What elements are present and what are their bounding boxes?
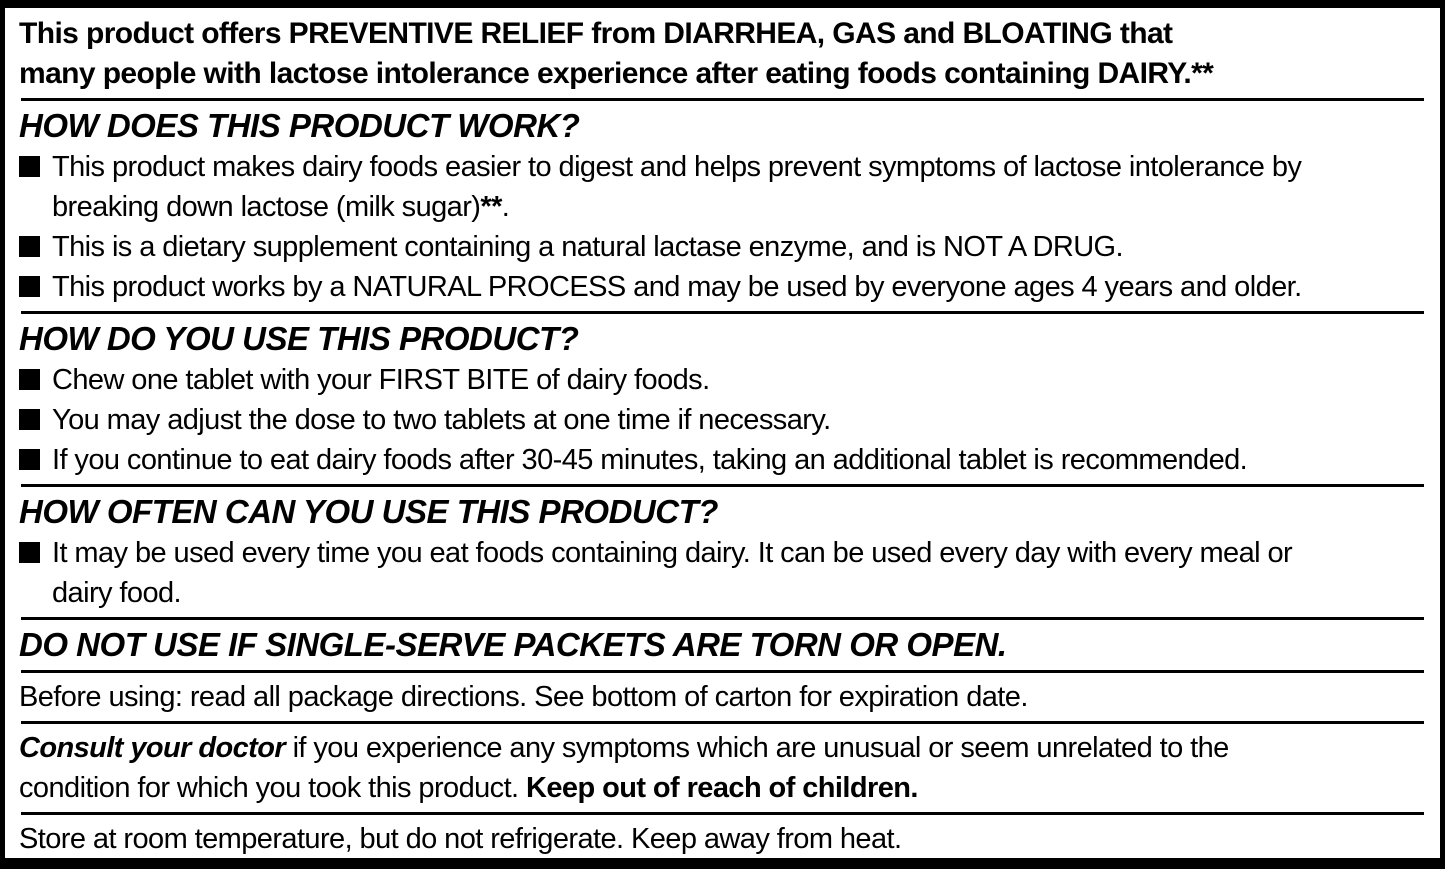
bullet-item — [19, 360, 1426, 400]
bullet-square-icon — [19, 449, 40, 470]
bullet-item — [19, 267, 1426, 307]
section-how-it-works — [19, 105, 1426, 307]
intro-claim — [19, 14, 1426, 94]
section-heading-how-to-use: HOW DO YOU USE THIS PRODUCT? — [19, 320, 579, 357]
bullet-text: If you continue to eat dairy foods after 30-45 minutes, taking an additional tablet is recommended. — [52, 444, 1248, 476]
section-divider — [21, 617, 1424, 620]
bullet-text: It may be used every time you eat foods containing dairy. It can be used every day with every meal or — [52, 537, 1293, 569]
bullet-text: This is a dietary supplement containing a natural lactase enzyme, and is NOT A DRUG. — [52, 231, 1124, 263]
bullet-square-icon — [19, 236, 40, 257]
warning-do-not-use: DO NOT USE IF SINGLE-SERVE PACKETS ARE TORN OR OPEN. — [19, 626, 1007, 663]
section-how-to-use — [19, 318, 1426, 480]
section-divider — [21, 670, 1424, 673]
intro-line-1: This product offers PREVENTIVE RELIEF from DIARRHEA, GAS and BLOATING that — [19, 17, 1173, 50]
bullet-square-icon — [19, 409, 40, 430]
bullet-continuation: dairy food. — [52, 577, 182, 609]
bullet-text: You may adjust the dose to two tablets at one time if necessary. — [52, 404, 831, 436]
consult-line-2 — [19, 768, 1426, 808]
storage-text: Store at room temperature, but do not refrigerate. Keep away from heat. — [19, 823, 902, 855]
keep-out-of-reach-text: Keep out of reach of children. — [526, 772, 918, 804]
section-heading-how-it-works: HOW DOES THIS PRODUCT WORK? — [19, 107, 580, 144]
bullet-square-icon — [19, 276, 40, 297]
section-divider — [21, 812, 1424, 815]
bullet-item — [19, 227, 1426, 267]
section-divider — [21, 311, 1424, 314]
section-how-often — [19, 491, 1426, 613]
before-using-text: Before using: read all package directions. See bottom of carton for expiration date. — [19, 681, 1028, 713]
bullet-item — [19, 440, 1426, 480]
asterisks-footnote: ** — [480, 191, 502, 223]
section-heading-how-often: HOW OFTEN CAN YOU USE THIS PRODUCT? — [19, 493, 718, 530]
section-divider — [21, 98, 1424, 101]
consult-lead: Consult your doctor — [19, 732, 286, 764]
consult-doctor-text — [19, 728, 1426, 808]
bullet-text: This product makes dairy foods easier to digest and helps prevent symptoms of lactose intolerance by — [52, 151, 1302, 183]
consult-rest: if you experience any symptoms which are unusual or seem unrelated to the — [285, 732, 1229, 764]
intro-line-2: many people with lactose intolerance experience after eating foods containing DAIRY.** — [19, 57, 1214, 90]
bullet-square-icon — [19, 156, 40, 177]
consult-line-1 — [19, 728, 1426, 768]
consult-rest: condition for which you took this product. — [19, 772, 527, 804]
bullet-text: . — [501, 191, 510, 223]
bullet-item — [19, 147, 1426, 187]
bullet-item — [19, 533, 1426, 573]
bullet-text: breaking down lactose (milk sugar) — [52, 191, 481, 223]
bullet-item — [19, 400, 1426, 440]
section-divider — [21, 484, 1424, 487]
bullet-square-icon — [19, 369, 40, 390]
section-divider — [21, 721, 1424, 724]
bullet-text: This product works by a NATURAL PROCESS and may be used by everyone ages 4 years and older. — [52, 271, 1302, 303]
bullet-continuation — [19, 187, 1426, 227]
bullet-square-icon — [19, 542, 40, 563]
bullet-text: Chew one tablet with your FIRST BITE of dairy foods. — [52, 364, 710, 396]
